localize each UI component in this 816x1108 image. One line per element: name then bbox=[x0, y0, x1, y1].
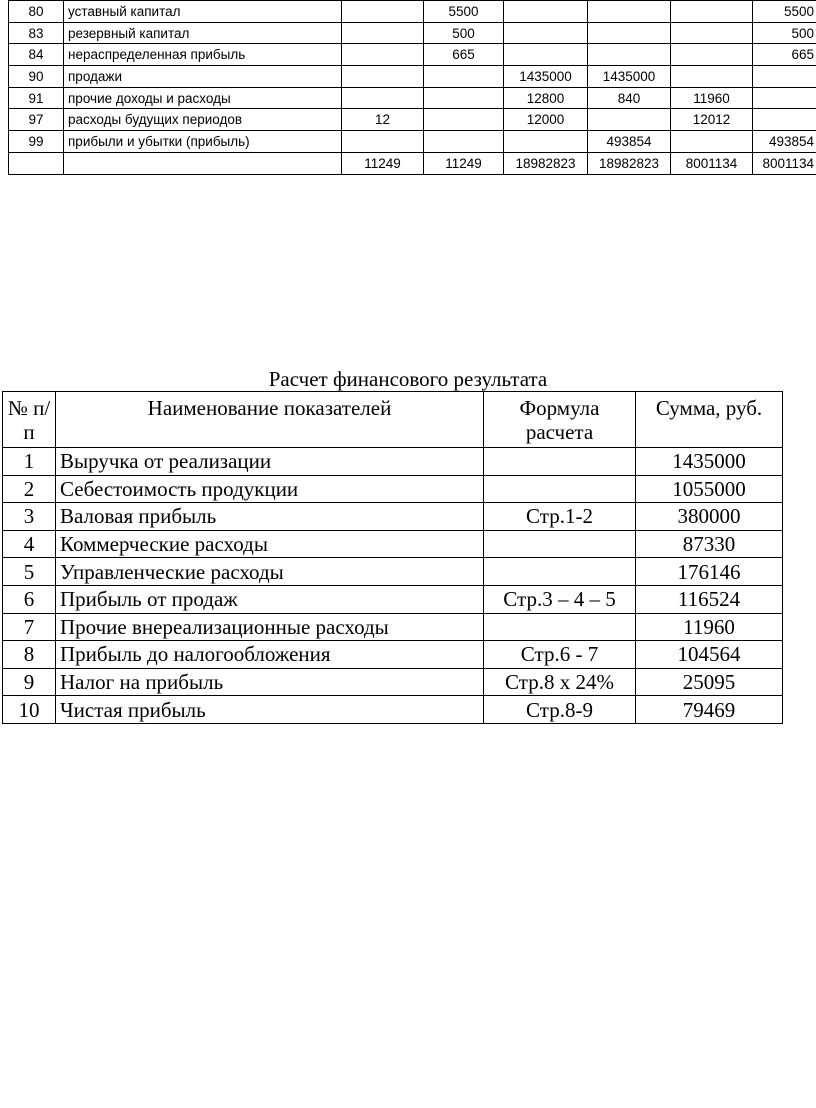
value-cell: 840 bbox=[588, 87, 671, 109]
value-cell: 12 bbox=[342, 109, 424, 131]
value-cell bbox=[342, 1, 424, 23]
account-name: продажи bbox=[64, 66, 342, 88]
formula-cell: Стр.3 – 4 – 5 bbox=[484, 585, 636, 613]
account-number: 91 bbox=[9, 87, 64, 109]
total-cell: 11249 bbox=[424, 152, 504, 174]
header-row bbox=[3, 392, 783, 448]
total-cell: 11249 bbox=[342, 152, 424, 174]
table-row bbox=[9, 1, 816, 23]
row-number: 1 bbox=[3, 448, 56, 476]
value-cell bbox=[588, 109, 671, 131]
indicator-name: Прибыль до налогообложения bbox=[56, 641, 484, 669]
formula-cell bbox=[484, 530, 636, 558]
column-header-formula: Формула расчета bbox=[484, 392, 636, 448]
table-row bbox=[3, 696, 783, 724]
value-cell: 493854 bbox=[588, 131, 671, 153]
value-cell: 665 bbox=[753, 44, 816, 66]
total-cell: 18982823 bbox=[504, 152, 588, 174]
account-name: прибыли и убытки (прибыль) bbox=[64, 131, 342, 153]
value-cell bbox=[342, 22, 424, 44]
formula-cell bbox=[484, 558, 636, 586]
column-header-name: Наименование показателей bbox=[56, 392, 484, 448]
row-number: 4 bbox=[3, 530, 56, 558]
formula-cell: Стр.8-9 bbox=[484, 696, 636, 724]
row-number: 8 bbox=[3, 641, 56, 669]
value-cell bbox=[753, 87, 816, 109]
totals-row bbox=[9, 152, 816, 174]
table-row bbox=[9, 109, 816, 131]
total-cell: 8001134 bbox=[753, 152, 816, 174]
account-name bbox=[64, 152, 342, 174]
value-cell bbox=[588, 22, 671, 44]
table-row bbox=[3, 585, 783, 613]
indicator-name: Управленческие расходы bbox=[56, 558, 484, 586]
total-cell: 18982823 bbox=[588, 152, 671, 174]
indicator-name: Прочие внереализационные расходы bbox=[56, 613, 484, 641]
value-cell bbox=[342, 66, 424, 88]
indicator-name: Коммерческие расходы bbox=[56, 530, 484, 558]
table-row bbox=[9, 131, 816, 153]
value-cell bbox=[671, 66, 753, 88]
value-cell bbox=[753, 66, 816, 88]
sum-cell: 1055000 bbox=[636, 475, 783, 503]
row-number: 6 bbox=[3, 585, 56, 613]
column-header-sum: Сумма, руб. bbox=[636, 392, 783, 448]
value-cell: 5500 bbox=[753, 1, 816, 23]
indicator-name: Налог на прибыль bbox=[56, 668, 484, 696]
row-number: 10 bbox=[3, 696, 56, 724]
sum-cell: 11960 bbox=[636, 613, 783, 641]
value-cell bbox=[588, 44, 671, 66]
value-cell bbox=[504, 44, 588, 66]
value-cell: 665 bbox=[424, 44, 504, 66]
value-cell bbox=[424, 109, 504, 131]
sum-cell: 87330 bbox=[636, 530, 783, 558]
account-number bbox=[9, 152, 64, 174]
table-row bbox=[3, 448, 783, 476]
row-number: 3 bbox=[3, 503, 56, 531]
section-title: Расчет финансового результата bbox=[268, 367, 548, 391]
table-row bbox=[3, 641, 783, 669]
value-cell bbox=[671, 1, 753, 23]
ledger-table bbox=[8, 0, 816, 175]
table-row bbox=[3, 668, 783, 696]
sum-cell: 104564 bbox=[636, 641, 783, 669]
value-cell bbox=[342, 87, 424, 109]
indicator-name: Выручка от реализации bbox=[56, 448, 484, 476]
value-cell: 12012 bbox=[671, 109, 753, 131]
table-row bbox=[9, 22, 816, 44]
value-cell bbox=[504, 131, 588, 153]
account-number: 84 bbox=[9, 44, 64, 66]
value-cell bbox=[671, 22, 753, 44]
account-number: 83 bbox=[9, 22, 64, 44]
formula-cell: Стр.6 - 7 bbox=[484, 641, 636, 669]
total-cell: 8001134 bbox=[671, 152, 753, 174]
formula-cell: Стр.1-2 bbox=[484, 503, 636, 531]
account-number: 90 bbox=[9, 66, 64, 88]
value-cell bbox=[753, 109, 816, 131]
formula-cell bbox=[484, 613, 636, 641]
value-cell bbox=[424, 66, 504, 88]
sum-cell: 176146 bbox=[636, 558, 783, 586]
table-row bbox=[9, 66, 816, 88]
sum-cell: 79469 bbox=[636, 696, 783, 724]
account-number: 97 bbox=[9, 109, 64, 131]
account-name: прочие доходы и расходы bbox=[64, 87, 342, 109]
table-row bbox=[3, 503, 783, 531]
financial-result-table bbox=[2, 391, 783, 724]
column-header-number: № п/п bbox=[3, 392, 56, 448]
sum-cell: 25095 bbox=[636, 668, 783, 696]
table-row bbox=[3, 558, 783, 586]
value-cell: 500 bbox=[753, 22, 816, 44]
value-cell: 11960 bbox=[671, 87, 753, 109]
indicator-name: Валовая прибыль bbox=[56, 503, 484, 531]
row-number: 9 bbox=[3, 668, 56, 696]
account-name: расходы будущих периодов bbox=[64, 109, 342, 131]
account-name: уставный капитал bbox=[64, 1, 342, 23]
sum-cell: 1435000 bbox=[636, 448, 783, 476]
value-cell bbox=[671, 44, 753, 66]
sum-cell: 380000 bbox=[636, 503, 783, 531]
value-cell: 12800 bbox=[504, 87, 588, 109]
value-cell: 500 bbox=[424, 22, 504, 44]
value-cell bbox=[342, 44, 424, 66]
table-row bbox=[3, 475, 783, 503]
value-cell bbox=[671, 131, 753, 153]
indicator-name: Чистая прибыль bbox=[56, 696, 484, 724]
value-cell bbox=[424, 87, 504, 109]
value-cell: 1435000 bbox=[504, 66, 588, 88]
value-cell bbox=[342, 131, 424, 153]
value-cell bbox=[504, 22, 588, 44]
value-cell bbox=[424, 131, 504, 153]
value-cell bbox=[504, 1, 588, 23]
formula-cell: Стр.8 х 24% bbox=[484, 668, 636, 696]
row-number: 7 bbox=[3, 613, 56, 641]
row-number: 5 bbox=[3, 558, 56, 586]
indicator-name: Прибыль от продаж bbox=[56, 585, 484, 613]
account-name: нераспределенная прибыль bbox=[64, 44, 342, 66]
table-row bbox=[3, 613, 783, 641]
value-cell bbox=[588, 1, 671, 23]
value-cell: 493854 bbox=[753, 131, 816, 153]
formula-cell bbox=[484, 475, 636, 503]
table-row bbox=[3, 530, 783, 558]
account-number: 99 bbox=[9, 131, 64, 153]
value-cell: 12000 bbox=[504, 109, 588, 131]
formula-cell bbox=[484, 448, 636, 476]
value-cell: 5500 bbox=[424, 1, 504, 23]
account-name: резервный капитал bbox=[64, 22, 342, 44]
account-number: 80 bbox=[9, 1, 64, 23]
indicator-name: Себестоимость продукции bbox=[56, 475, 484, 503]
sum-cell: 116524 bbox=[636, 585, 783, 613]
table-row bbox=[9, 44, 816, 66]
value-cell: 1435000 bbox=[588, 66, 671, 88]
row-number: 2 bbox=[3, 475, 56, 503]
table-row bbox=[9, 87, 816, 109]
